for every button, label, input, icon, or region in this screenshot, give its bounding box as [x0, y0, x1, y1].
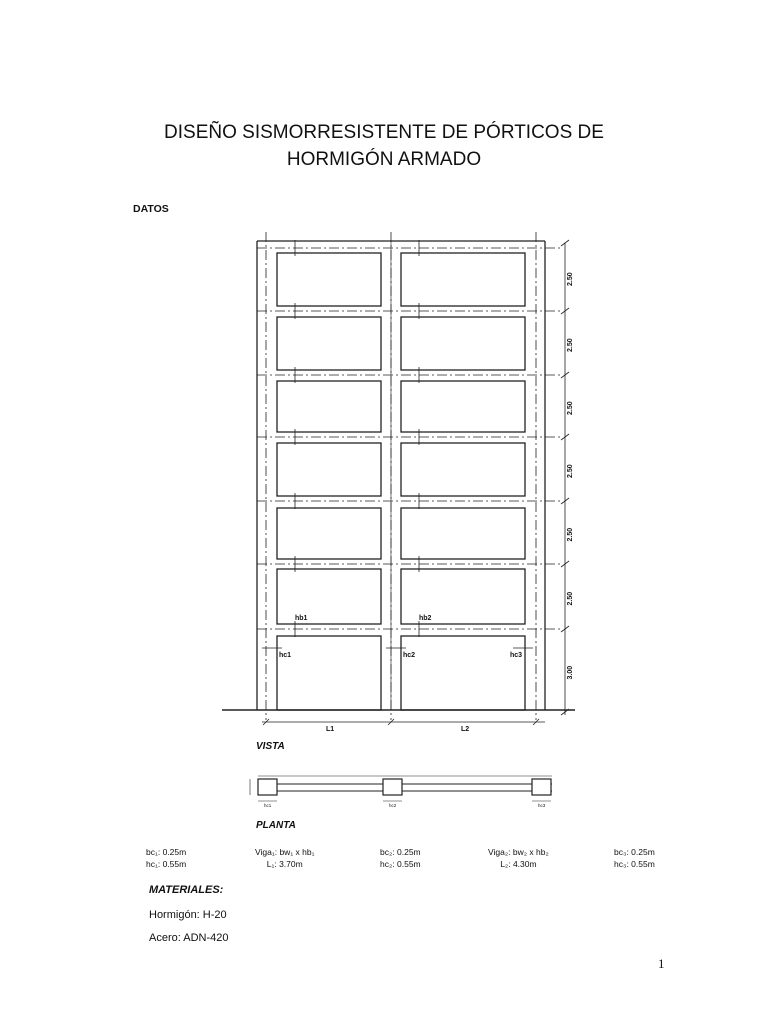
story-height-label-6: 2.50	[567, 591, 574, 606]
story-height-label-2: 2.50	[567, 338, 574, 352]
column-label-3: hc3	[510, 652, 523, 659]
bay-left-1	[277, 253, 381, 306]
bay-right-4	[401, 443, 525, 496]
story-height-label-7: 3.00	[567, 665, 574, 680]
title-line-1: DISEÑO SISMORRESISTENTE DE PÓRTICOS DE	[164, 122, 604, 143]
beam-label-2: hb2	[419, 615, 432, 622]
story-height-label-4: 2.50	[567, 464, 574, 478]
property-column-2	[255, 846, 314, 870]
plan-column-1	[258, 779, 277, 795]
span-label-1: L1	[326, 726, 335, 733]
frame-elevation	[222, 232, 575, 733]
property-beam2: Viga₂: bw₂ x hb₂	[488, 847, 549, 857]
plan-caption: PLANTA	[256, 820, 296, 831]
bay-right-3	[401, 381, 525, 432]
title-line-2: HORMIGÓN ARMADO	[286, 149, 482, 170]
plan-column-label-1: hc1	[264, 803, 272, 808]
plan-column-label-2: hc2	[389, 803, 397, 808]
property-bc1: bc₁: 0.25m	[146, 847, 187, 857]
story-height-label-5: 2.50	[567, 527, 574, 542]
column-label-2: hc2	[403, 652, 416, 659]
beam-label-1: hb1	[295, 615, 308, 622]
property-l2: L₂: 4.30m	[500, 859, 537, 869]
property-hc2: hc₂: 0.55m	[380, 859, 421, 869]
bay-right-1	[401, 253, 525, 306]
bay-right-2	[401, 317, 525, 370]
plan-column-3	[532, 779, 551, 795]
materials-title: MATERIALES:	[149, 884, 224, 896]
page-number: 1	[658, 956, 665, 971]
property-beam1: Viga₁: bw₁ x hb₁	[255, 847, 315, 857]
material-concrete: Hormigón: H-20	[149, 909, 227, 921]
property-hc3: hc₃: 0.55m	[614, 859, 655, 869]
column-label-1: hc1	[279, 652, 292, 659]
frame-plan	[250, 776, 552, 808]
property-l1: L₁: 3.70m	[266, 859, 303, 869]
property-column-5	[614, 846, 655, 870]
bay-left-3	[277, 381, 381, 432]
property-column-3	[380, 846, 421, 870]
view-caption: VISTA	[256, 741, 285, 752]
story-height-label-3: 2.50	[567, 401, 574, 415]
plan-column-2	[383, 779, 402, 795]
story-height-label-1: 2.50	[567, 272, 574, 286]
bay-left-7	[277, 636, 381, 710]
section-label-datos: DATOS	[133, 203, 169, 215]
property-bc2: bc₂: 0.25m	[380, 847, 421, 857]
property-bc3: bc₃: 0.25m	[614, 847, 655, 857]
bay-left-6	[277, 569, 381, 624]
bay-left-5	[277, 508, 381, 559]
property-column-4	[488, 846, 549, 870]
bay-right-5	[401, 508, 525, 559]
span-label-2: L2	[461, 726, 470, 733]
plan-column-label-3: hc3	[538, 803, 546, 808]
property-hc1: hc₁: 0.55m	[146, 859, 187, 869]
property-column-1	[146, 846, 186, 870]
material-steel: Acero: ADN-420	[149, 932, 229, 944]
bay-left-4	[277, 443, 381, 496]
bay-right-7	[401, 636, 525, 710]
bay-left-2	[277, 317, 381, 370]
